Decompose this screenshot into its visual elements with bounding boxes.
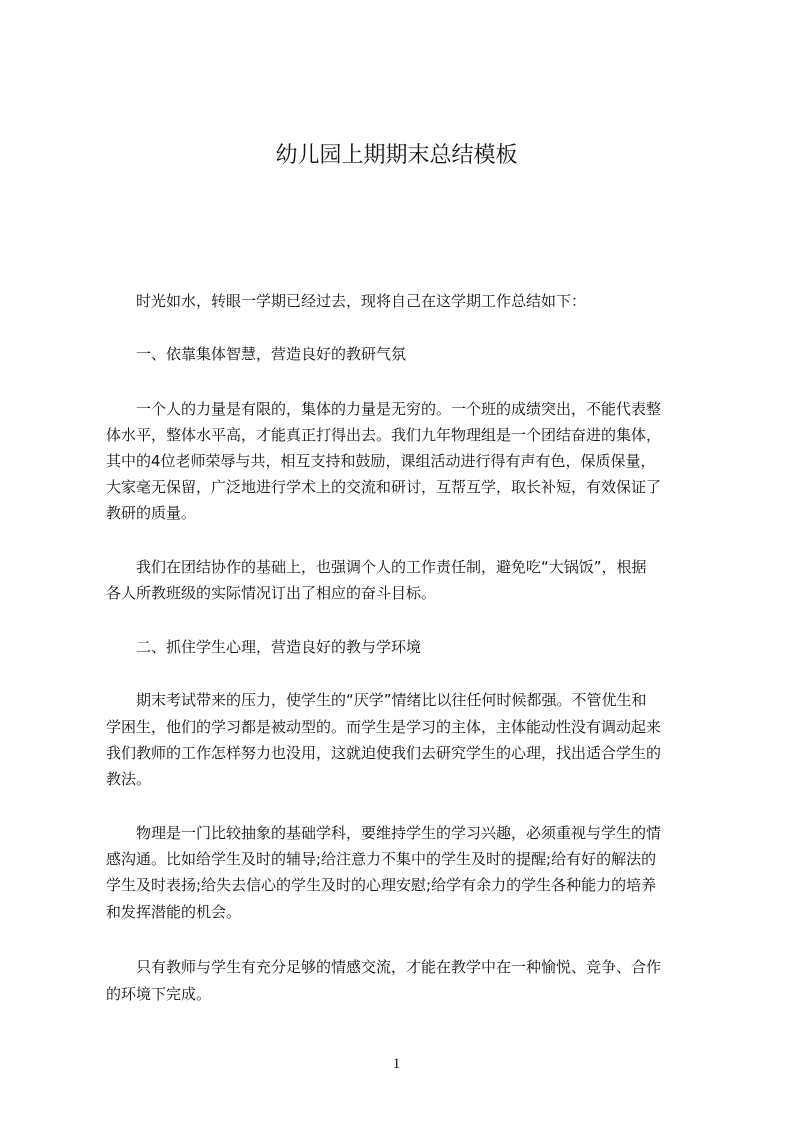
intro-line: 时光如水，转眼一学期已经过去，现将自己在这学期工作总结如下： [106, 292, 587, 310]
paragraph-line: 我们在团结协作的基础上，也强调个人的工作责任制，避免吃“大锅饭”，根据 [106, 558, 647, 576]
paragraph-line: 教法。 [106, 770, 152, 788]
paragraph-line: 其中的4位老师荣辱与共，相互支持和鼓励，课组活动进行得有声有色，保质保量， [106, 452, 656, 470]
paragraph-line: 的环境下完成。 [106, 985, 212, 1003]
paragraph-line: 教研的质量。 [106, 504, 197, 522]
section-heading-1: 一、依靠集体智慧，营造良好的教研气氛 [106, 345, 407, 363]
paragraph-line: 我们教师的工作怎样努力也没用，这就迫使我们去研究学生的心理，找出适合学生的 [106, 744, 662, 762]
paragraph-line: 学生及时表扬;给失去信心的学生及时的心理安慰;给学有余力的学生各种能力的培养 [106, 876, 657, 894]
paragraph-line: 体水平，整体水平高，才能真正打得出去。我们九年物理组是一个团结奋进的集体， [106, 426, 662, 444]
paragraph-line: 各人所教班级的实际情况订出了相应的奋斗目标。 [106, 584, 437, 602]
paragraph-line: 和发挥潜能的机会。 [106, 903, 242, 921]
paragraph-line: 感沟通。比如给学生及时的辅导;给注意力不集中的学生及时的提醒;给有好的解法的 [106, 850, 657, 868]
paragraph-line: 一个人的力量是有限的，集体的力量是无穷的。一个班的成绩突出，不能代表整 [106, 400, 662, 418]
document-title: 幼儿园上期期末总结模板 [275, 143, 518, 168]
section-heading-2: 二、抓住学生心理，营造良好的教与学环境 [106, 638, 422, 656]
paragraph-line: 只有教师与学生有充分足够的情感交流，才能在教学中在一种愉悦、竞争、合作 [106, 958, 662, 976]
paragraph-line: 期末考试带来的压力，使学生的“厌学”情绪比以往任何时候都强。不管优生和 [106, 691, 647, 709]
page-number: 1 [392, 1056, 401, 1072]
paragraph-line: 大家毫无保留，广泛地进行学术上的交流和研讨，互帮互学，取长补短，有效保证了 [106, 478, 662, 496]
paragraph-line: 物理是一门比较抽象的基础学科，要维持学生的学习兴趣，必须重视与学生的情 [106, 824, 662, 842]
paragraph-line: 学困生，他们的学习都是被动型的。而学生是学习的主体，主体能动性没有调动起来 [106, 718, 662, 736]
